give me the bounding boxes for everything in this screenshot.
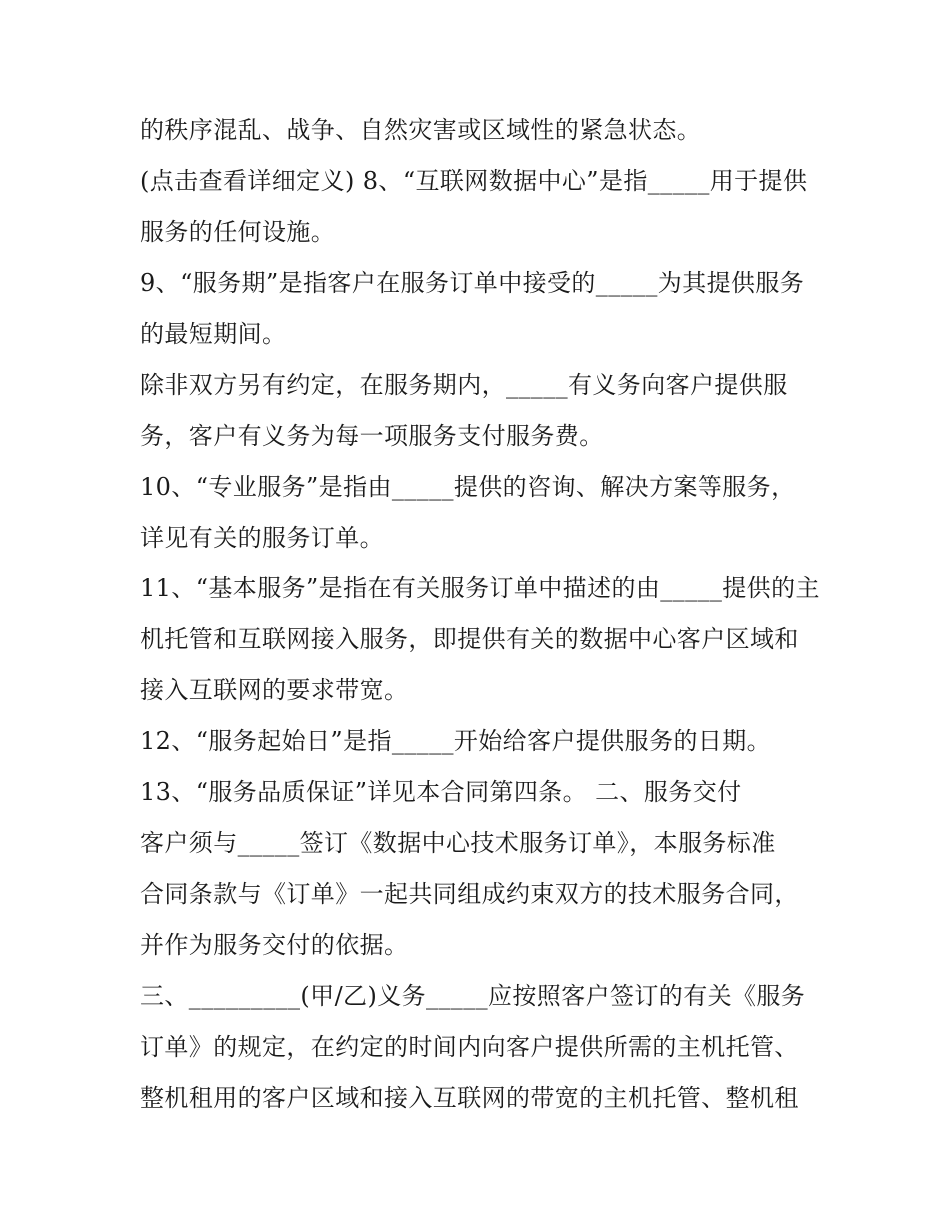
text-line: 详见有关的服务订单。 bbox=[140, 524, 384, 552]
text-line: 机托管和互联网接入服务，即提供有关的数据中心客户区域和 bbox=[140, 625, 799, 653]
text-line: 合同条款与《订单》一起共同组成约束双方的技术服务合同， bbox=[140, 880, 799, 908]
text-line: 并作为服务交付的依据。 bbox=[140, 931, 409, 959]
text-line: (点击查看详细定义) 8、“互联网数据中心”是指_____用于提供 bbox=[140, 167, 808, 195]
text-line: 13、“服务品质保证”详见本合同第四条。 二、服务交付 bbox=[140, 778, 742, 806]
text-line: 9、“服务期”是指客户在服务订单中接受的_____为其提供服务 bbox=[140, 269, 805, 297]
text-line: 整机租用的客户区域和接入互联网的带宽的主机托管、整机租 bbox=[140, 1084, 799, 1112]
text-line: 务，客户有义务为每一项服务支付服务费。 bbox=[140, 422, 604, 450]
text-line: 客户须与_____签订《数据中心技术服务订单》，本服务标准 bbox=[140, 829, 776, 857]
text-line: 11、“基本服务”是指在有关服务订单中描述的由_____提供的主 bbox=[140, 574, 820, 602]
text-line: 的最短期间。 bbox=[140, 320, 287, 348]
text-line: 10、“专业服务”是指由_____提供的咨询、解决方案等服务， bbox=[140, 473, 796, 501]
text-line: 接入互联网的要求带宽。 bbox=[140, 676, 409, 704]
text-line: 订单》的规定，在约定的时间内向客户提供所需的主机托管、 bbox=[140, 1033, 799, 1061]
text-line: 服务的任何设施。 bbox=[140, 218, 336, 246]
text-line: 12、“服务起始日”是指_____开始给客户提供服务的日期。 bbox=[140, 727, 772, 755]
text-line: 除非双方另有约定，在服务期内，_____有义务向客户提供服 bbox=[140, 371, 788, 399]
text-line: 三、_________(甲/乙)义务_____应按照客户签订的有关《服务 bbox=[140, 982, 806, 1010]
text-line: 的秩序混乱、战争、自然灾害或区域性的紧急状态。 bbox=[140, 116, 702, 144]
